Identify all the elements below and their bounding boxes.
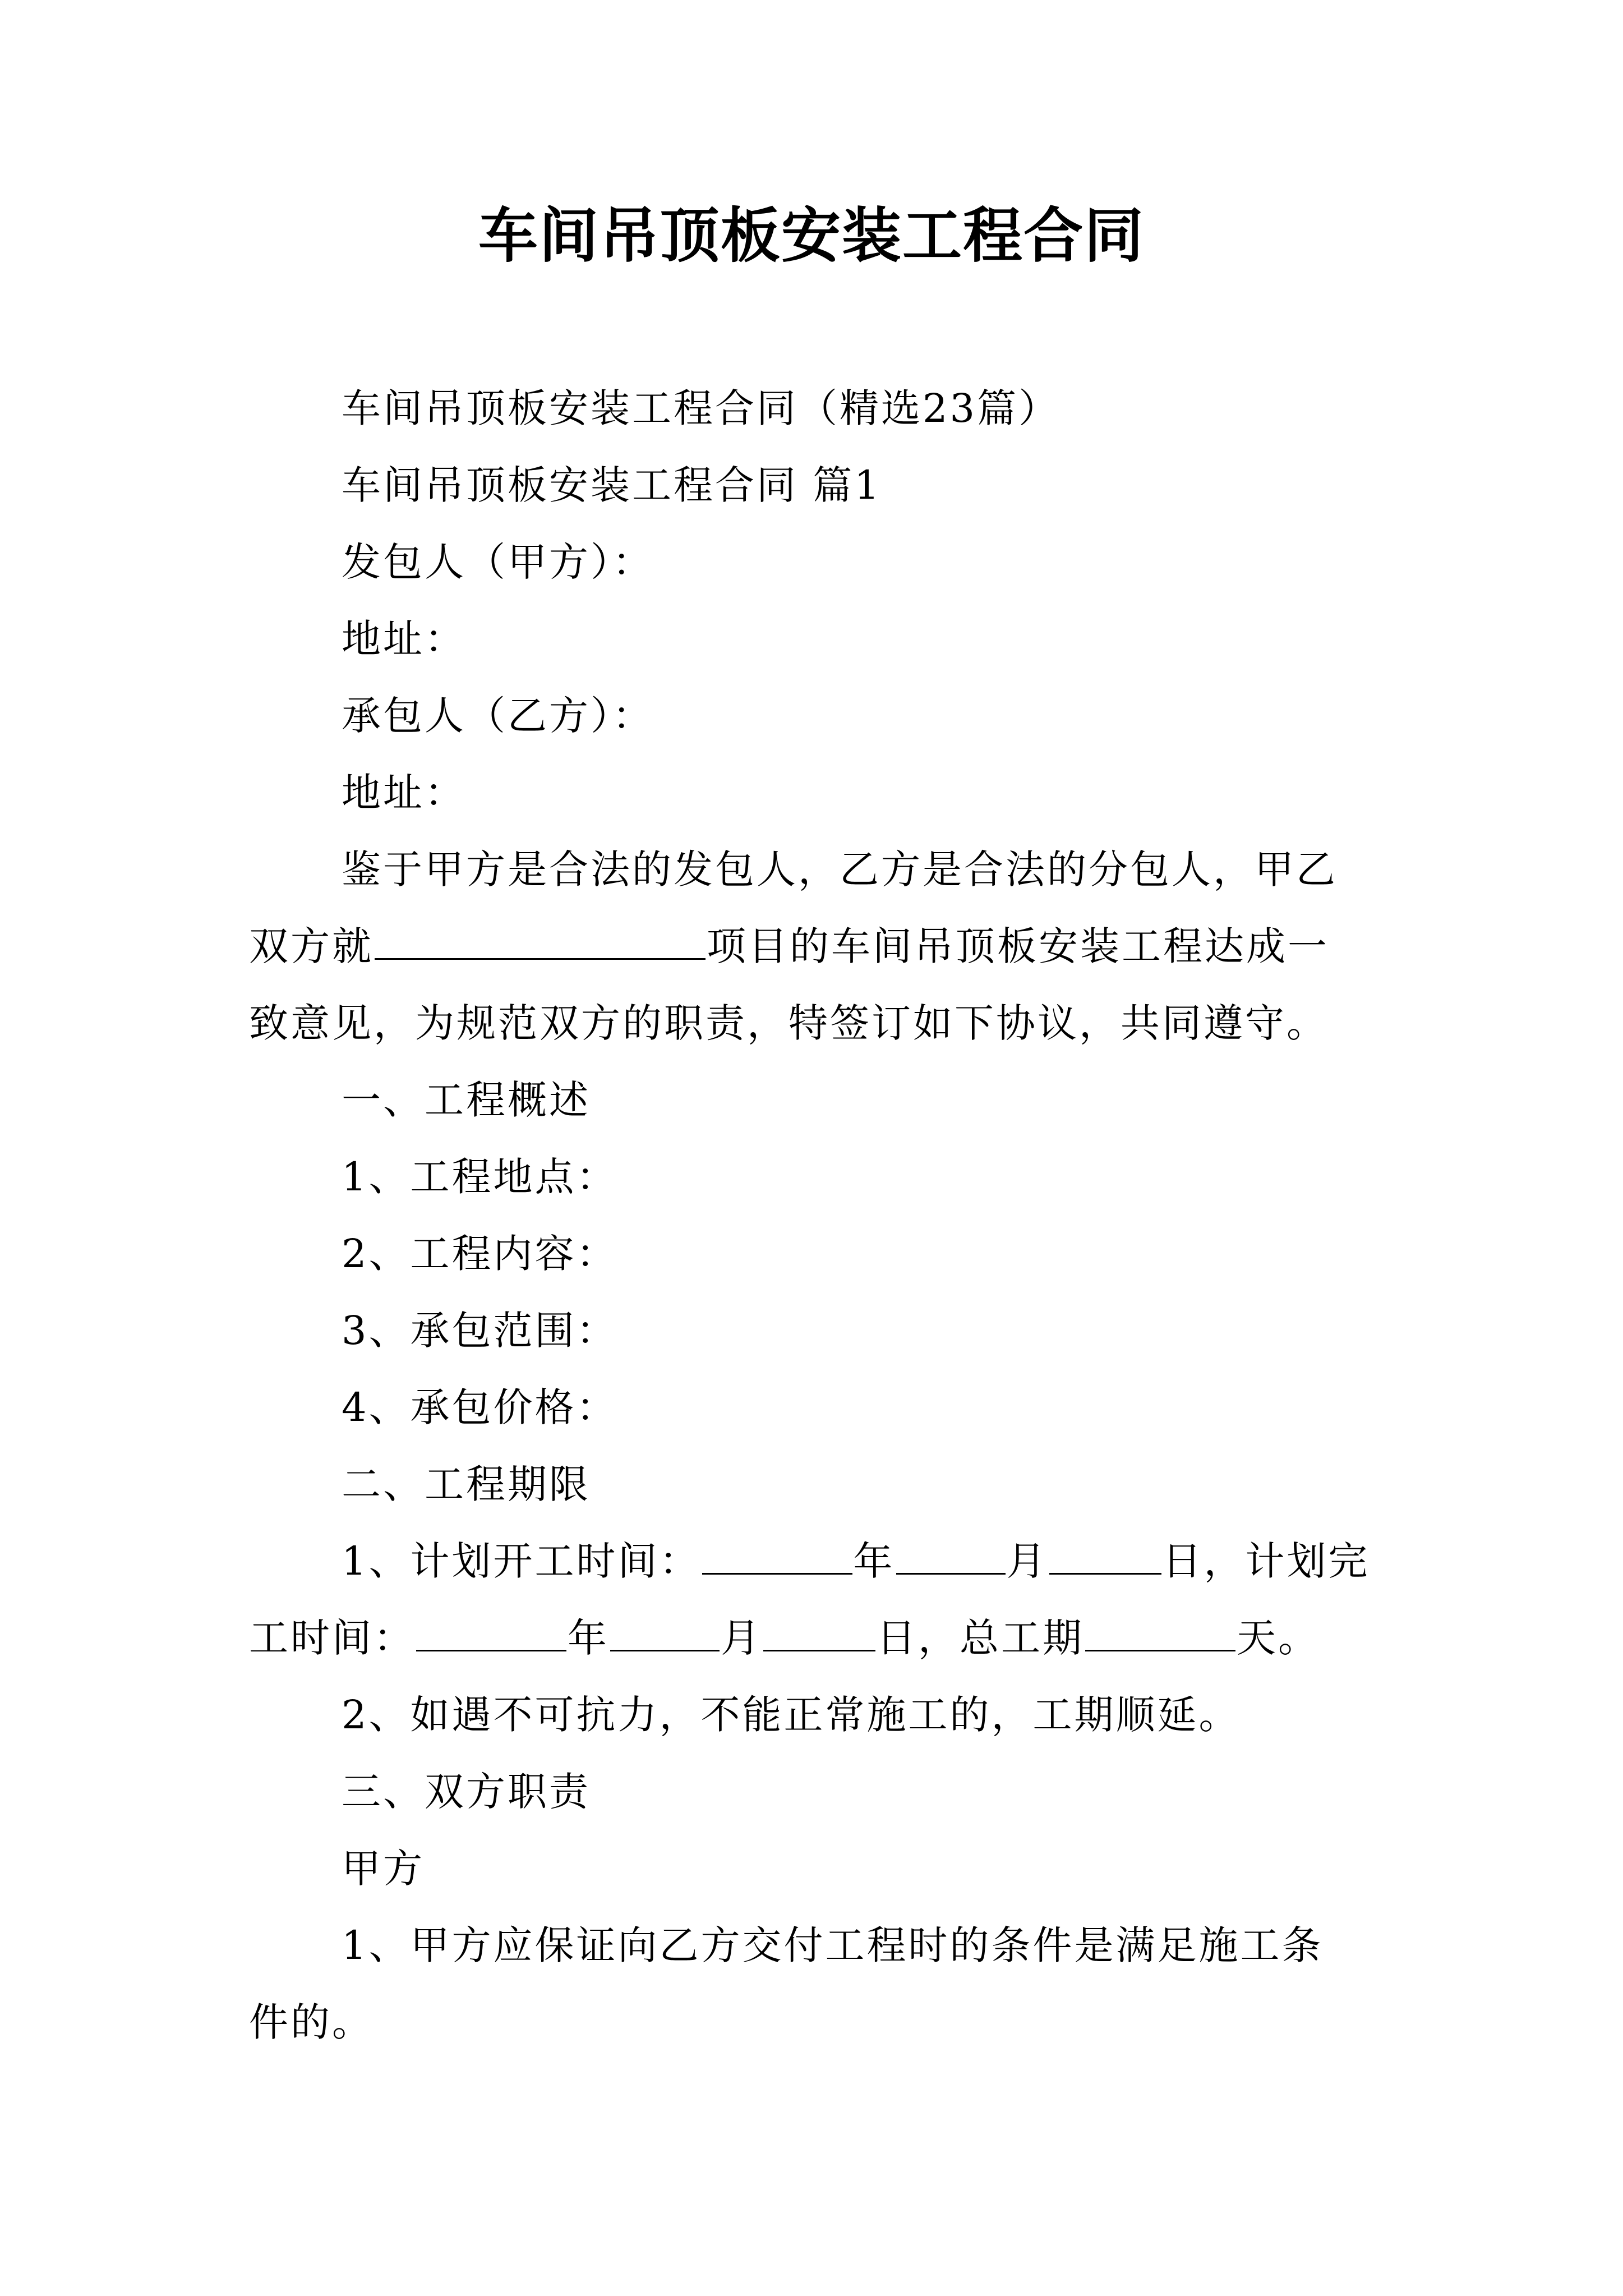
preamble-line-2-start: 双方就 (249, 923, 374, 969)
section-2-heading: 二、工程期限 (342, 1461, 591, 1507)
total-period-label: 天。 (1237, 1615, 1320, 1661)
party-b-label: 承包人（乙方）： (342, 693, 654, 739)
start-day-blank (1049, 1539, 1161, 1575)
section-1-item-2: 2、工程内容： (342, 1231, 618, 1277)
party-a-label: 发包人（甲方）： (342, 539, 654, 585)
end-day-label: 日，总工期 (877, 1615, 1084, 1661)
preamble-line-3: 致意见，为规范双方的职责，特签订如下协议，共同遵守。 (249, 1000, 1328, 1046)
end-year-blank (416, 1616, 566, 1651)
preamble-line-2-end: 项目的车间吊顶板安装工程达成一 (707, 923, 1329, 969)
start-year-label: 年 (853, 1538, 895, 1584)
section-1-item-3: 3、承包范围： (342, 1308, 618, 1354)
document-body (249, 370, 1393, 2061)
party-a-duties-heading: 甲方 (342, 1846, 425, 1892)
section-heading-part1: 车间吊顶板安装工程合同 篇1 (342, 462, 882, 508)
start-year-blank (702, 1539, 852, 1575)
party-a-duty-1-line-2: 件的。 (249, 1999, 374, 2045)
end-date-line (249, 1600, 1393, 1677)
preamble-line-1: 鉴于甲方是合法的发包人，乙方是合法的分包人，甲乙 (342, 846, 1338, 892)
start-month-blank (896, 1539, 1006, 1575)
start-date-label: 1、计划开工时间： (342, 1538, 701, 1584)
end-day-blank (763, 1616, 875, 1651)
section-1-item-1: 1、工程地点： (342, 1154, 618, 1200)
end-year-label: 年 (568, 1615, 609, 1661)
section-1-heading: 一、工程概述 (342, 1077, 591, 1123)
preamble-line-2 (249, 908, 1393, 985)
start-month-label: 月 (1006, 1538, 1048, 1584)
end-month-label: 月 (721, 1615, 762, 1661)
section-2-item-2: 2、如遇不可抗力，不能正常施工的，工期顺延。 (342, 1692, 1241, 1738)
party-a-address: 地址： (342, 616, 466, 662)
end-date-label: 工时间： (249, 1615, 415, 1661)
document-subtitle: 车间吊顶板安装工程合同（精选23篇） (342, 385, 1061, 431)
section-1-item-4: 4、承包价格： (342, 1384, 618, 1430)
party-b-address: 地址： (342, 770, 466, 816)
start-date-line (249, 1523, 1393, 1600)
project-name-blank (375, 924, 706, 960)
party-a-duty-1-line-1: 1、甲方应保证向乙方交付工程时的条件是满足施工条 (342, 1922, 1324, 1968)
start-day-label: 日，计划完 (1162, 1538, 1370, 1584)
section-3-heading: 三、双方职责 (342, 1769, 591, 1815)
total-period-blank (1085, 1616, 1235, 1651)
document-title: 车间吊顶板安装工程合同 (478, 200, 1145, 270)
end-month-blank (610, 1616, 720, 1651)
